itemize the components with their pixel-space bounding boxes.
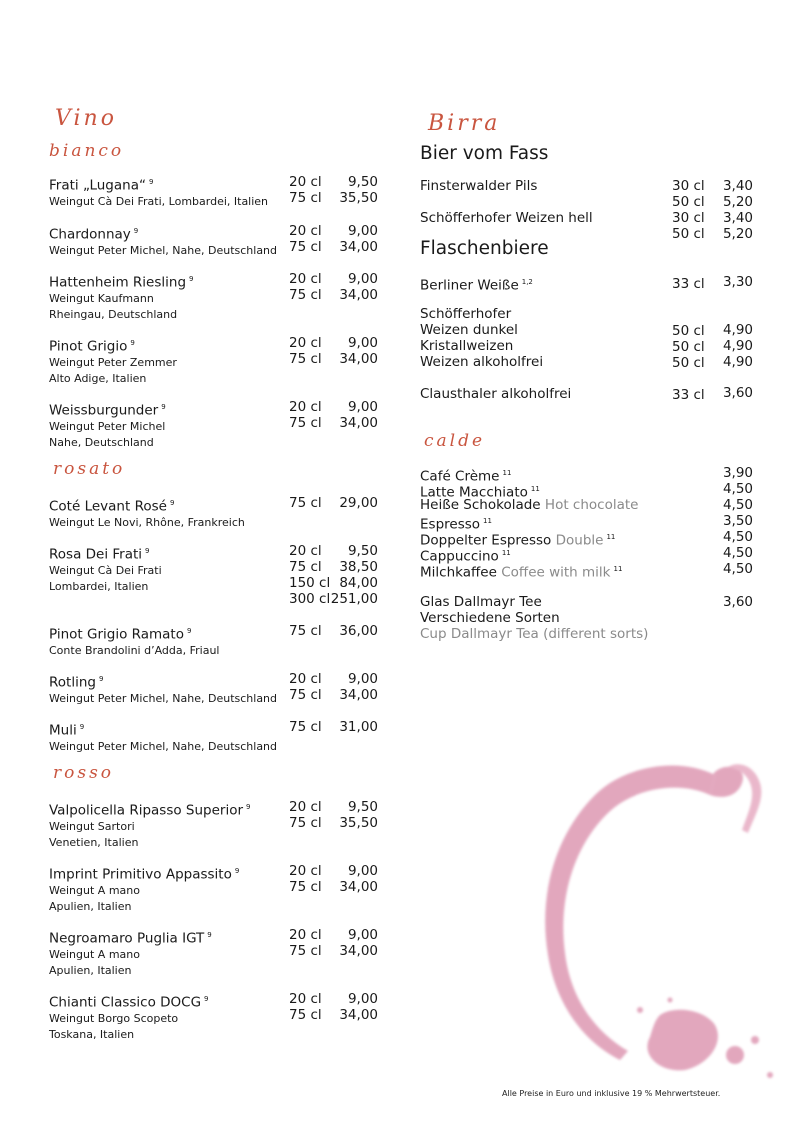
wine-price: 34,00 [339,1007,378,1023]
coffee-price: 4,50 [722,561,753,577]
price-footnote: Alle Preise in Euro und inklusive 19 % Mehrwertsteuer. [502,1089,721,1098]
bianco-title: bianco [49,141,125,161]
birra-title: Birra [428,111,501,136]
wine-producer: Weingut Peter Michel, Nahe, Deutschland [49,243,278,257]
beer-price: 3,60 [722,385,753,401]
wine-price: 9,50 [347,174,378,190]
tea-english: Cup Dallmayr Tea (different sorts) [420,626,649,642]
beer-qty: 30 cl [672,178,705,194]
beer-name: Clausthaler alkoholfrei [420,386,572,402]
wine-producer: Conte Brandolini d’Adda, Friaul [49,643,220,657]
tea-item [420,594,760,642]
wine-producer: Toskana, Italien [49,1027,135,1041]
coffee-english: Coffee with milk [501,564,611,581]
calde-title: calde [424,431,486,451]
rosso-title: rosso [53,763,115,783]
wine-qty: 75 cl [289,559,322,575]
wine-item [49,719,389,755]
wine-producer: Weingut Peter Michel [49,419,166,433]
wine-price: 34,00 [339,351,378,367]
wine-item [49,495,389,531]
beer-price: 4,90 [722,322,753,338]
wine-item [49,271,389,323]
beer-price: 3,30 [722,274,753,290]
beer-item [420,178,760,210]
wine-qty: 75 cl [289,815,322,831]
wine-item [49,671,389,707]
wine-item [49,799,389,851]
coffee-english: Hot chocolate [544,497,639,513]
wine-qty: 75 cl [289,687,322,703]
coffee-name: Cappuccino $^{11}$ [420,548,511,565]
wine-qty: 20 cl [289,174,322,190]
coffee-item [420,497,760,513]
wine-producer: Weingut Borgo Scopeto [49,1011,179,1025]
wine-item [49,223,389,259]
coffee-item [420,561,760,581]
wine-qty: 20 cl [289,991,322,1007]
coffee-price: 3,50 [722,513,753,529]
wine-producer: Weingut Peter Zemmer [49,355,177,369]
wine-producer: Weingut Cà Dei Frati [49,563,162,577]
wine-qty: 75 cl [289,879,322,895]
beer-qty: 50 cl [672,339,705,355]
wine-name: Chardonnay $^9$ [49,226,139,243]
wine-name: Muli $^9$ [49,722,85,739]
wine-qty: 20 cl [289,543,322,559]
wine-price: 84,00 [339,575,378,591]
coffee-name: Latte Macchiato $^{11}$ [420,484,540,501]
wine-qty: 300 cl [289,591,331,607]
beer-qty: 50 cl [672,226,705,242]
beer-price: 5,20 [722,226,753,242]
beer-qty: 30 cl [672,210,705,226]
wine-price: 29,00 [339,495,378,511]
wine-qty: 75 cl [289,190,322,206]
rosato-title: rosato [53,459,126,479]
wine-price: 34,00 [339,415,378,431]
wine-producer: Weingut A mano [49,947,140,961]
wine-price: 9,00 [347,399,378,415]
tea-price: 3,60 [722,594,753,610]
wine-producer: Weingut Peter Michel, Nahe, Deutschland [49,739,278,753]
wine-price: 34,00 [339,287,378,303]
wine-producer: Nahe, Deutschland [49,435,154,449]
wine-producer: Weingut Kaufmann [49,291,154,305]
wine-producer: Weingut A mano [49,883,140,897]
coffee-price: 3,90 [722,465,753,481]
wine-name: Frati „Lugana“ $^9$ [49,177,154,194]
beer-name: Kristallweizen [420,338,514,354]
wine-name: Weissburgunder $^9$ [49,402,166,419]
beer-qty: 50 cl [672,194,705,210]
wine-name: Negroamaro Puglia IGT $^9$ [49,930,212,947]
beer-qty: 50 cl [672,355,705,371]
tea-name: Glas Dallmayr Tee [420,594,542,610]
beer-name: Weizen alkoholfrei [420,354,544,370]
vino-title: Vino [55,106,117,131]
wine-price: 9,00 [347,927,378,943]
wine-name: Pinot Grigio $^9$ [49,338,135,355]
beer-name: Finsterwalder Pils [420,178,538,194]
wine-qty: 20 cl [289,927,322,943]
wine-price: 34,00 [339,687,378,703]
wine-qty: 75 cl [289,415,322,431]
wine-price: 38,50 [339,559,378,575]
wine-item [49,991,389,1043]
beer-name: Berliner Weiße $^{1,2}$ [420,277,533,294]
wine-qty: 20 cl [289,335,322,351]
fass-heading: Bier vom Fass [420,143,549,164]
beer-item [420,338,760,354]
wine-price: 31,00 [339,719,378,735]
wine-qty: 20 cl [289,399,322,415]
coffee-english: Double [555,532,604,549]
wine-price: 34,00 [339,879,378,895]
beer-name: Schöfferhofer Weizen hell [420,210,593,226]
wine-qty: 75 cl [289,239,322,255]
beer-qty: 33 cl [672,276,705,292]
wine-producer: Weingut Cà Dei Frati, Lombardei, Italien [49,194,269,208]
beer-price: 3,40 [722,210,753,226]
wine-price: 34,00 [339,239,378,255]
wine-price: 36,00 [339,623,378,639]
wine-producer: Apulien, Italien [49,899,132,913]
wine-producer: Apulien, Italien [49,963,132,977]
wine-qty: 20 cl [289,671,322,687]
flasche-heading: Flaschenbiere [420,238,549,259]
wine-item [49,927,389,979]
wine-price: 9,00 [347,271,378,287]
coffee-name: Espresso $^{11}$ [420,516,492,533]
beer-price: 5,20 [722,194,753,210]
wine-qty: 20 cl [289,271,322,287]
coffee-price: 4,50 [722,545,753,561]
beer-price: 4,90 [722,338,753,354]
wine-producer: Alto Adige, Italien [49,371,147,385]
wine-price: 9,00 [347,223,378,239]
wine-producer: Lombardei, Italien [49,579,149,593]
tea-sorts: Verschiedene Sorten [420,610,560,626]
wine-producer: Rheingau, Deutschland [49,307,178,321]
wine-qty: 75 cl [289,351,322,367]
wine-producer: Weingut Peter Michel, Nahe, Deutschland [49,691,278,705]
wine-name: Coté Levant Rosé $^9$ [49,498,175,515]
beer-item [420,306,760,322]
wine-price: 9,00 [347,671,378,687]
beer-item [420,274,760,294]
wine-qty: 20 cl [289,223,322,239]
wine-item [49,399,389,451]
wine-name: Imprint Primitivo Appassito $^9$ [49,866,240,883]
beer-item [420,386,760,402]
wine-stain-decoration [510,755,800,1085]
wine-price: 34,00 [339,943,378,959]
wine-producer: Weingut Sartori [49,819,135,833]
wine-price: 35,50 [339,815,378,831]
coffee-price: 4,50 [722,529,753,545]
wine-name: Rotling $^9$ [49,674,104,691]
wine-qty: 75 cl [289,623,322,639]
wine-name: Chianti Classico DOCG $^9$ [49,994,209,1011]
wine-name: Rosa Dei Frati $^9$ [49,546,150,563]
coffee-name: Heiße Schokolade Hot chocolate [420,497,639,513]
wine-qty: 75 cl [289,495,322,511]
beer-price: 3,40 [722,178,753,194]
wine-price: 251,00 [330,591,378,607]
wine-qty: 20 cl [289,863,322,879]
beer-item [420,354,760,370]
coffee-name: Doppelter Espresso Double $^{11}$ [420,532,616,549]
wine-item [49,623,389,659]
wine-item [49,174,389,210]
wine-price: 35,50 [339,190,378,206]
wine-price: 9,00 [347,991,378,1007]
wine-price: 9,00 [347,863,378,879]
wine-item [49,863,389,915]
wine-qty: 20 cl [289,799,322,815]
beer-item [420,210,760,242]
wine-name: Valpolicella Ripasso Superior $^9$ [49,802,251,819]
wine-qty: 75 cl [289,719,322,735]
wine-qty: 150 cl [289,575,331,591]
wine-producer: Weingut Le Novi, Rhône, Frankreich [49,515,245,529]
coffee-name: Café Crème $^{11}$ [420,468,512,485]
coffee-price: 4,50 [722,497,753,513]
wine-qty: 75 cl [289,1007,322,1023]
beer-name: Schöfferhofer [420,306,512,322]
wine-price: 9,00 [347,335,378,351]
wine-qty: 75 cl [289,943,322,959]
beer-name: Weizen dunkel [420,322,518,338]
beer-qty: 33 cl [672,387,705,403]
beer-price: 4,90 [722,354,753,370]
beer-item [420,322,760,338]
wine-qty: 75 cl [289,287,322,303]
wine-price: 9,50 [347,799,378,815]
wine-price: 9,50 [347,543,378,559]
beer-qty: 50 cl [672,323,705,339]
wine-item [49,335,389,387]
wine-name: Pinot Grigio Ramato $^9$ [49,626,192,643]
wine-name: Hattenheim Riesling $^9$ [49,274,194,291]
coffee-name: Milchkaffee Coffee with milk $^{11}$ [420,564,623,581]
wine-item [49,543,389,607]
wine-producer: Venetien, Italien [49,835,139,849]
coffee-price: 4,50 [722,481,753,497]
